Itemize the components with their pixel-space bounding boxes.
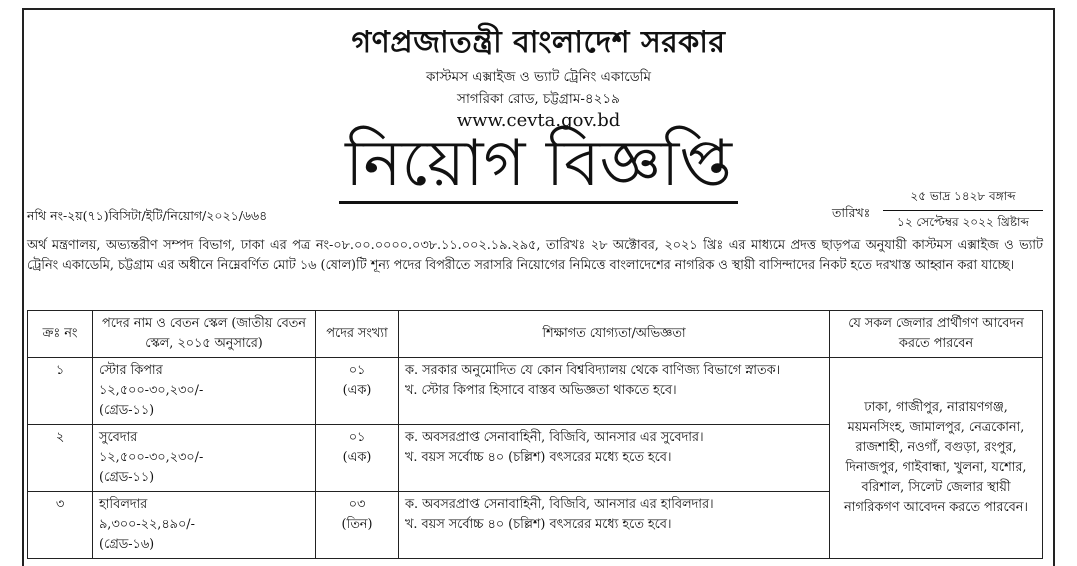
qualification-a: ক. অবসরপ্রাপ্ত সেনাবাহিনী, বিজিবি, আনসার এর হাবিলদার।: [405, 497, 714, 512]
posts-table: [27, 310, 1043, 559]
row-post-cell: [93, 492, 316, 559]
qualification-a: ক. অবসরপ্রাপ্ত সেনাবাহিনী, বিজিবি, আনসার এর সুবেদার।: [405, 430, 704, 445]
intro-paragraph: অর্থ মন্ত্রণালয়, অভ্যন্তরীণ সম্পদ বিভাগ, ঢাকা এর পত্র নং-০৮.০০.০০০০.০৩৮.১১.০০২.১৯.২৯৫, তারিখঃ ২৮ অক্টোবর, ২০২১ খ্রিঃ এর মাধ্যমে প্রদত্ত ছাড়পত্র অনুযায়ী কাস্টমস এক্সাইজ ও ভ্যাট ট্রেনিং একাডেমি, চট্টগ্রাম এর অধীনে নিম্নেবর্ণিত মোট ১৬ (ষোল)টি শূন্য পদের বিপরীতে সরাসরি নিয়োগের নিমিত্তে বাংলাদেশের নাগরিক ও স্থায়ী বাসিন্দাদের নিকট হতে দরখাস্ত আহ্বান করা যাচ্ছে।: [27, 238, 1043, 273]
government-title: গণপ্রজাতন্ত্রী বাংলাদেশ সরকার: [351, 25, 726, 60]
post-name: স্টোর কিপার: [99, 363, 163, 378]
qualification-a: ক. সরকার অনুমোদিত যে কোন বিশ্ববিদ্যালয় থেকে বাণিজ্য বিভাগে স্নাতক।: [405, 363, 781, 378]
post-count: ০৩: [348, 497, 366, 512]
date-stack: [883, 188, 1043, 234]
header-serial: ক্রঃ নং: [28, 311, 93, 358]
row-qualification-cell: [399, 425, 830, 492]
post-count-words: (এক): [342, 450, 372, 465]
date-gregorian: ১২ সেপ্টেম্বর ২০২২ খ্রিষ্টাব্দ: [897, 215, 1029, 229]
row-serial: ২: [28, 425, 93, 492]
row-qualification-cell: [399, 492, 830, 559]
qualification-b: খ. বয়স সর্বোচ্চ ৪০ (চল্লিশ) বৎসরের মধ্যে হতে হবে।: [405, 517, 672, 532]
row-serial: ৩: [28, 492, 93, 559]
row-post-cell: [93, 425, 316, 492]
pay-grade: (গ্রেড-১৬): [99, 537, 155, 552]
row-post-cell: [93, 358, 316, 425]
academy-address: সাগরিকা রোড, চট্টগ্রাম-৪২১৯: [457, 91, 620, 107]
pay-scale: ৯,৩০০-২২,৪৯০/-: [99, 517, 195, 532]
post-count: ০১: [348, 430, 366, 445]
header-post-name: পদের নাম ও বেতন স্কেল (জাতীয় বেতন স্কেল, ২০১৫ অনুসারে): [93, 311, 316, 358]
districts-cell: ঢাকা, গাজীপুর, নারায়ণগঞ্জ, ময়মনসিংহ, জামালপুর, নেত্রকোনা, রাজশাহী, নওগাঁ, বগুড়া, রংপুর, দিনাজপুর, গাইবান্ধা, খুলনা, যশোর, বরিশাল, সিলেট জেলার স্থায়ী নাগরিকগণ আবেদন করতে পারবেন।: [830, 358, 1043, 559]
date-bangla: ২৫ ভাদ্র ১৪২৮ বঙ্গাব্দ: [883, 188, 1043, 211]
header-qualification: শিক্ষাগত যোগ্যতা/অভিজ্ঞতা: [399, 311, 830, 358]
website-text: www.cevta.gov.bd: [456, 110, 621, 131]
qualification-b: খ. বয়স সর্বোচ্চ ৪০ (চল্লিশ) বৎসরের মধ্যে হতে হবে।: [405, 450, 672, 465]
pay-grade: (গ্রেড-১১): [99, 470, 155, 485]
pay-scale: ১২,৫০০-৩০,২৩০/-: [99, 383, 204, 398]
row-count-cell: [316, 492, 399, 559]
row-qualification-cell: [399, 358, 830, 425]
pay-grade: (গ্রেড-১১): [99, 403, 155, 418]
row-count-cell: [316, 358, 399, 425]
post-count: ০১: [348, 363, 366, 378]
academy-name: কাস্টমস এক্সাইজ ও ভ্যাট ট্রেনিং একাডেমি: [425, 69, 651, 85]
row-count-cell: [316, 425, 399, 492]
post-count-words: (তিন): [341, 517, 373, 532]
post-count-words: (এক): [342, 383, 372, 398]
memo-number: নথি নং-২য়(৭১)বিসিটা/ইটি/নিয়োগ/২০২১/৬৬৪: [27, 208, 268, 223]
pay-scale: ১২,৫০০-৩০,২৩০/-: [99, 450, 204, 465]
date-label: তারিখঃ: [832, 205, 871, 220]
table-header-row: [28, 311, 1043, 358]
table-row: [28, 358, 1043, 425]
qualification-b: খ. স্টোর কিপার হিসাবে বাস্তব অভিজ্ঞতা থাকতে হবে।: [405, 383, 677, 398]
header-post-count: পদের সংখ্যা: [316, 311, 399, 358]
notice-title: নিয়োগ বিজ্ঞপ্তি: [339, 127, 738, 204]
header-districts: যে সকল জেলার প্রার্থীগণ আবেদন করতে পারবেন: [830, 311, 1043, 358]
row-serial: ১: [28, 358, 93, 425]
post-name: হাবিলদার: [99, 497, 148, 512]
post-name: সুবেদার: [99, 430, 138, 445]
